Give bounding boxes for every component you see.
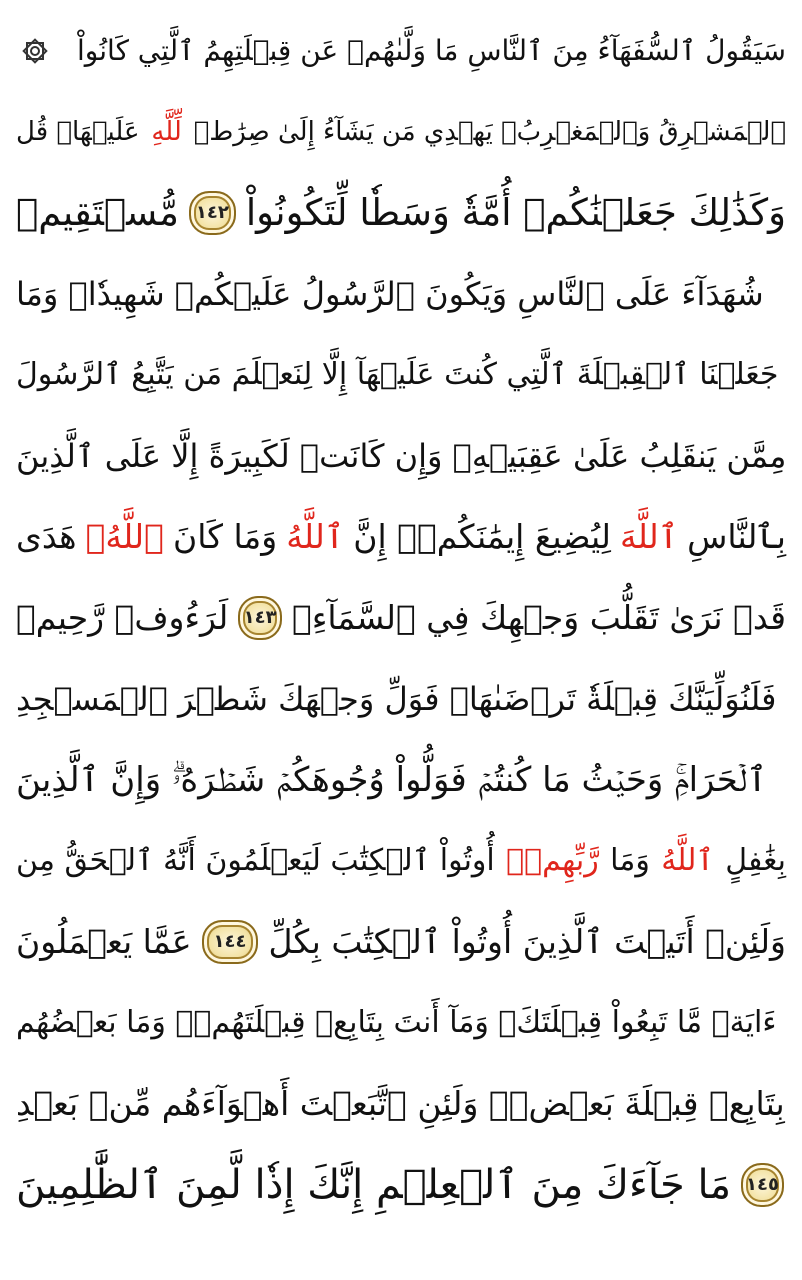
ayah-number-marker: ١٤٤ xyxy=(202,920,259,964)
verse-text: ءَايَةٖ مَّا تَبِعُواْ قِبۡلَتَكَۚ وَمَآ أَنتَ بِتَابِعٖ قِبۡلَتَهُمۡۚ وَمَا بَعۡضُهُم xyxy=(16,1005,777,1040)
verse-text: فَلَنُوَلِّيَنَّكَ قِبۡلَةٗ تَرۡضَىٰهَاۚ فَوَلِّ وَجۡهَكَ شَطۡرَ ٱلۡمَسۡجِدِ xyxy=(16,679,777,718)
text-line xyxy=(12,334,790,415)
verse-text: مَا جَآءَكَ مِنَ ٱلۡعِلۡمِ إِنَّكَ إِذٗا لَّمِنَ ٱلظَّٰلِمِينَ xyxy=(16,1161,732,1208)
verse-text: قَدۡ نَرَىٰ تَقَلُّبَ وَجۡهِكَ فِي ٱلسَّمَآءِۖ xyxy=(292,598,786,637)
text-line xyxy=(12,415,790,496)
text-line xyxy=(12,91,790,172)
verse-text: عَلَيۡهَاۚ قُل xyxy=(16,116,140,147)
verse-text: وَلَئِنۡ أَتَيۡتَ ٱلَّذِينَ أُوتُواْ ٱلۡكِتَٰبَ بِكُلِّ xyxy=(268,922,786,961)
verse-text: عَمَّا يَعۡمَلُونَ xyxy=(16,922,192,961)
verse-text: شُهَدَآءَ عَلَى ٱلنَّاسِ وَيَكُونَ ٱلرَّسُولُ عَلَيۡكُمۡ شَهِيدٗاۗ وَمَا xyxy=(16,274,764,313)
ayah-number-marker: ١٤٢ xyxy=(189,191,236,235)
rub-el-hizb-icon xyxy=(20,36,50,66)
divine-name-text: رَّبِّهِمۡۗ xyxy=(506,843,599,878)
verse-text: بِغَٰفِلٍ xyxy=(725,843,786,878)
text-line xyxy=(12,172,790,253)
verse-text: جَعَلۡنَا ٱلۡقِبۡلَةَ ٱلَّتِي كُنتَ عَلَيۡهَآ إِلَّا لِنَعۡلَمَ مَن يَتَّبِعُ ٱلرَّسُولَ xyxy=(16,357,779,392)
verse-text: بِٱلنَّاسِ xyxy=(687,517,786,556)
verse-text: وَمَا xyxy=(610,843,650,878)
verse-text: وَمَا كَانَ xyxy=(172,517,278,556)
text-line xyxy=(12,577,790,658)
verse-text: مُّسۡتَقِيمٖ xyxy=(16,191,179,234)
verse-text: ٱلۡمَشۡرِقُ وَٱلۡمَغۡرِبُۚ يَهۡدِي مَن يَشَآءُ إِلَىٰ صِرَٰطٖ xyxy=(193,116,786,147)
verse-text: لِيُضِيعَ إِيمَٰنَكُمۡۚ إِنَّ xyxy=(353,517,611,556)
text-line xyxy=(12,1063,790,1144)
divine-name-text: ٱللَّهَ xyxy=(620,517,679,556)
verse-text: أُوتُواْ ٱلۡكِتَٰبَ لَيَعۡلَمُونَ أَنَّهُ ٱلۡحَقُّ مِن xyxy=(16,843,495,878)
divine-name-text: ٱللَّهُ xyxy=(661,843,714,878)
divine-name-text: ٱللَّهُۗ xyxy=(85,517,164,556)
text-line xyxy=(12,496,790,577)
verse-text: هَدَى xyxy=(16,517,77,556)
ayah-number-marker: ١٤٣ xyxy=(238,596,282,640)
text-line xyxy=(12,10,790,91)
text-line xyxy=(12,658,790,739)
verse-text: مِمَّن يَنقَلِبُ عَلَىٰ عَقِبَيۡهِۚ وَإِن كَانَتۡ لَكَبِيرَةً إِلَّا عَلَى ٱلَّذِينَ xyxy=(16,436,787,475)
text-line xyxy=(12,739,790,820)
ayah-number-marker: ١٤٥ xyxy=(741,1163,784,1207)
verse-text: لَرَءُوفٞ رَّحِيمٞ xyxy=(16,598,229,637)
divine-name-text: ٱللَّهُ xyxy=(286,517,345,556)
verse-text: سَيَقُولُ ٱلسُّفَهَآءُ مِنَ ٱلنَّاسِ مَا وَلَّىٰهُمۡ عَن قِبۡلَتِهِمُ ٱلَّتِي كَانُواْ xyxy=(77,34,786,67)
text-line xyxy=(12,982,790,1063)
verse-text: ٱلۡحَرَامِۚ وَحَيۡثُ مَا كُنتُمۡ فَوَلُّواْ وُجُوهَكُمۡ شَطۡرَهُۥۗ وَإِنَّ ٱلَّذِينَ xyxy=(16,760,768,800)
text-line xyxy=(12,820,790,901)
verse-text: بِتَابِعٖ قِبۡلَةَ بَعۡضٖۚ وَلَئِنِ ٱتَّبَعۡتَ أَهۡوَآءَهُم مِّنۢ بَعۡدِ xyxy=(16,1084,785,1123)
text-line xyxy=(12,1144,790,1225)
verse-text: وَكَذَٰلِكَ جَعَلۡنَٰكُمۡ أُمَّةٗ وَسَطٗا لِّتَكُونُواْ xyxy=(245,191,786,234)
divine-name-text: لِّلَّهِ xyxy=(151,116,182,147)
text-line xyxy=(12,253,790,334)
text-line xyxy=(12,901,790,982)
